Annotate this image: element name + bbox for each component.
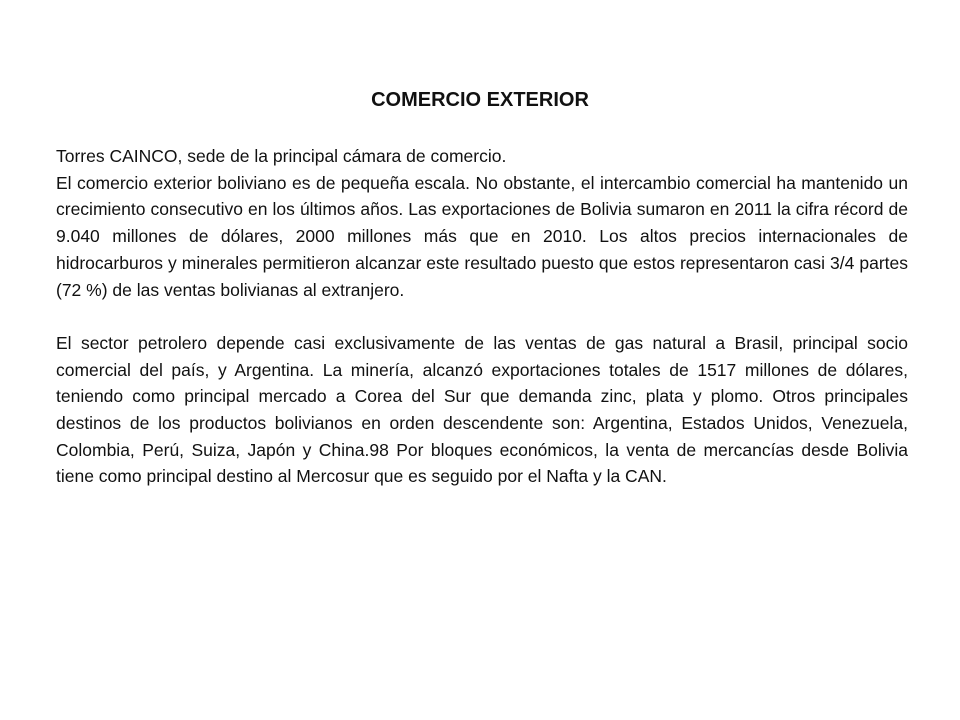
slide-title: COMERCIO EXTERIOR [371,89,589,111]
paragraph-2: El sector petrolero depende casi exclusivamente de las ventas de gas natural a Brasil, principal socio comercial del país, y Argentina. La minería, alcanzó exportaciones totales de 1517 millones de dólares, teniendo como principal mercado a Corea del Sur que demanda zinc, plata y plomo. Otros principales destinos de los productos bolivianos en orden descendente son: Argentina, Estados Unidos, Venezuela, Colombia, Perú, Suiza, Japón y China.98 Por bloques económicos, la venta de mercancías desde Bolivia tiene como principal destino al Mercosur que es seguido por el Nafta y la CAN. [56,332,908,487]
slide-body [56,143,908,490]
paragraph-1: El comercio exterior boliviano es de pequeña escala. No obstante, el intercambio comercial ha mantenido un crecimiento consecutivo en los últimos años. Las exportaciones de Bolivia sumaron en 2011 la cifra récord de 9.040 millones de dólares, 2000 millones más que en 2010. Los altos precios internacionales de hidrocarburos y minerales permitieron alcanzar este resultado puesto que estos representaron casi 3/4 partes (72 %) de las ventas bolivianas al extranjero. [56,172,908,300]
caption-text: Torres CAINCO, sede de la principal cámara de comercio. [56,146,507,166]
paragraph-spacer [56,303,908,330]
